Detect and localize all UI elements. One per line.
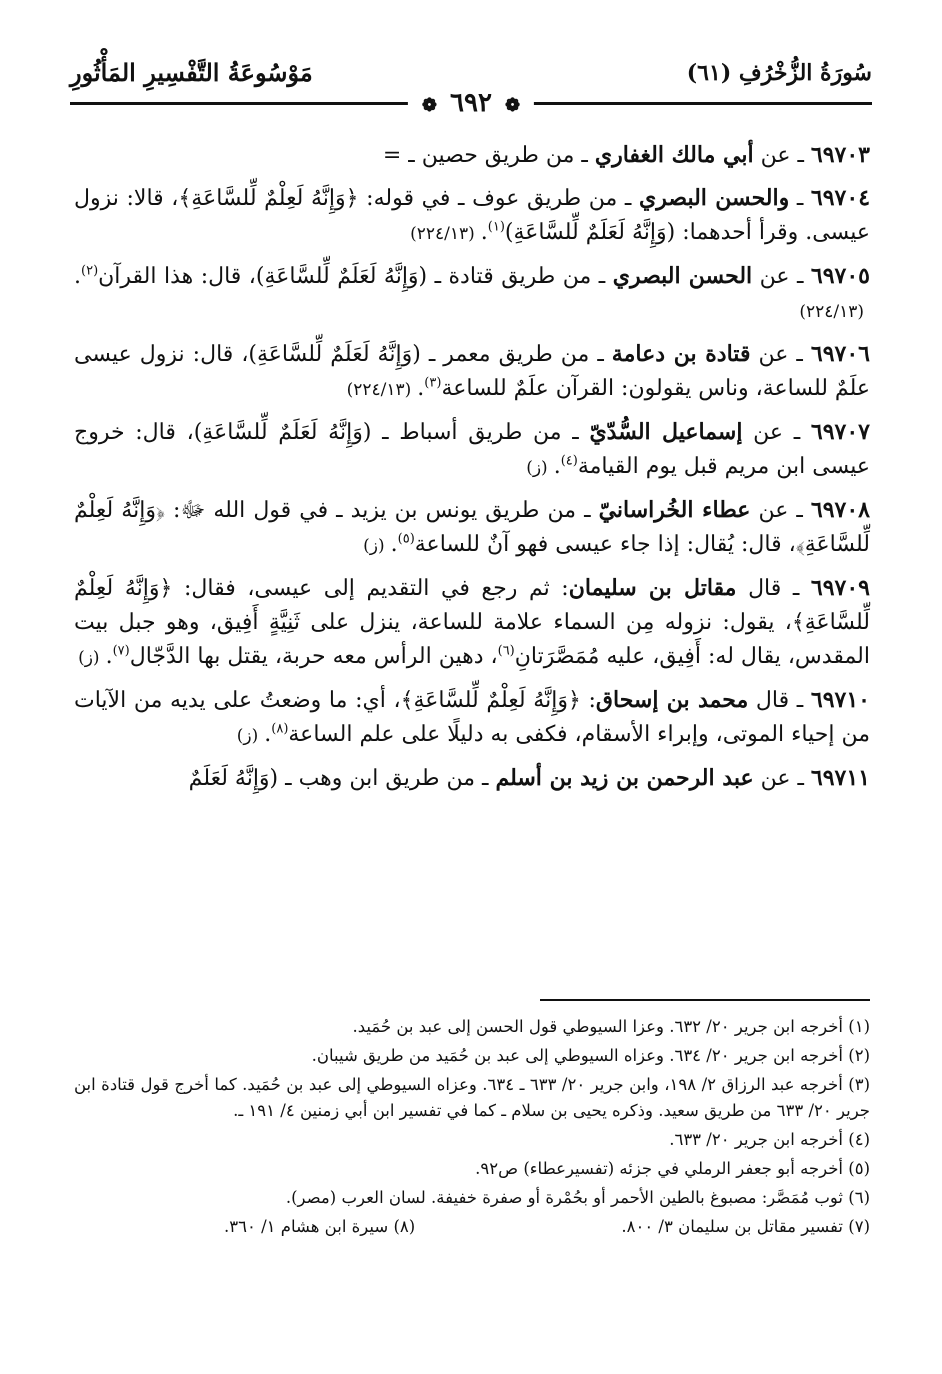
- entry-text: ـ من طريق عوف ـ في قوله: ﴿وَإِنَّهُ لَعِلْمٌ لِّلسَّاعَةِ﴾، قالا: نزول عيسى. وقرأ أحدهما: (وَإِنَّهُ لَعَلَمٌ لِّلسَّاعَةِ): [74, 186, 870, 245]
- entry-punct: .: [105, 644, 113, 669]
- footnote-row: [74, 1214, 870, 1240]
- entry-punct: .: [74, 264, 81, 289]
- narrator-name: إسماعيل السُّدّيّ: [589, 419, 743, 445]
- narrator-name: الحسن البصري: [612, 263, 753, 289]
- hadith-entry: [74, 493, 870, 563]
- entry-number: ٦٩٧١١: [810, 765, 870, 791]
- entry-text: : ﴿وَإِنَّهُ لَعِلْمٌ لِّلسَّاعَةِ﴾، أي: ما وضعتُ على يديه من الآيات من إحياء الموتى، وإبراء الأسقام، فكفى به دليلًا على علم الساعة: [74, 688, 870, 747]
- entry-text: ـ من طريق حصين ـ =: [382, 143, 595, 168]
- hadith-entry: [74, 571, 870, 675]
- entry-separator: ـ قال: [736, 576, 811, 601]
- source-reference: (٢٢٤/١٣): [799, 302, 864, 322]
- footnote-marker: (٧): [112, 643, 130, 659]
- hadith-entry: [74, 415, 870, 485]
- footnote-marker: (٦): [497, 643, 515, 659]
- source-reference: (ز): [236, 726, 259, 746]
- source-reference: (ز): [526, 458, 548, 478]
- footnote: (٢) أخرجه ابن جرير ٢٠/ ٦٣٤. وعزاه السيوطي إلى عبد بن حُمَيد من طريق شيبان.: [311, 1046, 870, 1065]
- footnote: (١) أخرجه ابن جرير ٢٠/ ٦٣٢. وعزا السيوطي قول الحسن إلى عبد بن حُمَيد.: [352, 1017, 870, 1036]
- entry-number: ٦٩٧٠٤: [810, 185, 871, 211]
- entry-text: ـ من طريق ابن وهب ـ (وَإِنَّهُ لَعَلَمٌ: [188, 766, 496, 791]
- entry-number: ٦٩٧٠٥: [810, 263, 870, 289]
- footnote-marker: (٢): [81, 263, 99, 279]
- entry-separator: ـ عن: [753, 766, 811, 791]
- footnote-rule: [540, 999, 870, 1001]
- footnote-marker: (٨): [271, 721, 289, 737]
- footnote: (٧) تفسير مقاتل بن سليمان ٣/ ٨٠٠.: [621, 1217, 870, 1236]
- footnote-marker: (١): [487, 219, 505, 235]
- source-reference: (٢٢٤/١٣): [346, 380, 412, 400]
- entry-separator: ـ: [789, 186, 811, 211]
- source-reference: (٢٢٤/١٣): [410, 224, 475, 244]
- entry-number: ٦٩٧٠٦: [810, 341, 870, 367]
- entry-separator: ـ عن: [750, 342, 811, 367]
- source-reference: (ز): [78, 648, 100, 668]
- entry-text: : ثم رجع في التقديم إلى عيسى، فقال: ﴿وَإِنَّهُ لَعِلْمٌ لِّلسَّاعَةِ﴾، يقول: نزوله مِن السماء علامة للساعة، ينزل على ثَنِيَّةٍ أَفِيق، وهو جبل بيت المقدس، يقال له: أَفِيق، عليه مُمَصَّرَتانِ: [74, 576, 870, 669]
- narrator-name: قتادة بن دعامة: [611, 341, 751, 367]
- page-header: [70, 58, 872, 118]
- hadith-entry: [74, 337, 870, 407]
- entry-separator: ـ عن: [753, 143, 811, 168]
- ornament-icon: ❁: [505, 95, 521, 116]
- source-reference: (ز): [363, 536, 385, 556]
- entry-text: ـ من طريق معمر ـ (وَإِنَّهُ لَعَلَمٌ لِّلسَّاعَةِ)، قال: نزول عيسى علَمٌ للساعة، وناس يقولون: القرآن علَمٌ للساعة: [74, 342, 870, 401]
- footnote: (٨) سيرة ابن هشام ١/ ٣٦٠.: [224, 1217, 416, 1236]
- entry-number: ٦٩٧٠٣: [810, 142, 870, 168]
- hadith-entry: [74, 259, 870, 329]
- footnote-marker: (٥): [397, 531, 415, 547]
- narrator-name: مقاتل بن سليمان: [568, 575, 737, 601]
- narrator-name: محمد بن إسحاق: [595, 687, 749, 713]
- entry-separator: ـ عن: [752, 264, 811, 289]
- entry-separator: ـ عن: [742, 420, 811, 445]
- footnote: (٦) ثوب مُمَصَّر: مصبوغ بالطين الأحمر أو بحُمْرة أو صفرة خفيفة. لسان العرب (مصر).: [285, 1188, 870, 1207]
- entry-text: ـ من طريق يونس بن يزيد ـ في قول الله ﷻ: ﴿وَإِنَّهُ لَعِلْمٌ لِّلسَّاعَةِ﴾، قال: يُقال: إذا جاء عيسى فهو آنٌ للساعة: [74, 498, 870, 557]
- footnote: (٣) أخرجه عبد الرزاق ٢/ ١٩٨، وابن جرير ٢٠/ ٦٣٣ ـ ٦٣٤. وعزاه السيوطي إلى عبد بن حُمَيد. كما أخرج قول قتادة ابن جرير ٢٠/ ٦٣٣ من طريق سعيد. وذكره يحيى بن سلام ـ كما في تفسير ابن أبي زمنين ٤/ ١٩١ ـ.: [74, 1075, 871, 1120]
- narrator-name: عبد الرحمن بن زيد بن أسلم: [495, 765, 754, 791]
- footnotes: [74, 1014, 870, 1240]
- entry-number: ٦٩٧٠٨: [810, 497, 870, 523]
- entry-number: ٦٩٧١٠: [810, 687, 870, 713]
- narrator-name: عطاء الخُراسانيّ: [598, 497, 751, 523]
- ornament-icon: ❁: [421, 95, 437, 116]
- entry-text: ـ من طريق قتادة ـ (وَإِنَّهُ لَعَلَمٌ لِّلسَّاعَةِ)، قال: هذا القرآن: [98, 264, 613, 289]
- footnote-marker: (٤): [560, 453, 578, 469]
- entry-punct: .: [264, 722, 272, 747]
- hadith-entry: [74, 138, 870, 173]
- entry-punct: .: [417, 376, 425, 401]
- entry-punct: .: [390, 532, 398, 557]
- footnote: (٤) أخرجه ابن جرير ٢٠/ ٦٣٣.: [669, 1130, 870, 1149]
- page-number-box: [408, 88, 534, 118]
- book-title: مَوْسُوعَةُ التَّفْسِيرِ المَأْثُورِ: [70, 58, 313, 87]
- footnote: (٥) أخرجه أبو جعفر الرملي في جزئه (تفسيرعطاء) ص٩٢.: [475, 1159, 870, 1178]
- surah-title: سُورَةُ الزُّخْرُفِ (٦١): [686, 60, 872, 86]
- footnote-marker: (٣): [424, 375, 442, 391]
- narrator-name: والحسن البصري: [639, 185, 790, 211]
- hadith-entry: [74, 181, 870, 251]
- entry-separator: ـ قال: [748, 688, 811, 713]
- entry-text: ـ من طريق أسباط ـ (وَإِنَّهُ لَعَلَمٌ لِّلسَّاعَةِ)، قال: خروج عيسى ابن مريم قبل يوم القيامة: [74, 420, 870, 479]
- hadith-entry: [74, 683, 870, 753]
- entry-text: ، دهين الرأس معه حربة، يقتل بها الدَّجّال: [129, 644, 498, 669]
- entry-punct: .: [480, 220, 488, 245]
- hadith-entry: [74, 761, 870, 796]
- entry-number: ٦٩٧٠٧: [810, 419, 870, 445]
- entry-number: ٦٩٧٠٩: [810, 575, 870, 601]
- main-text: [74, 138, 870, 804]
- entry-separator: ـ عن: [750, 498, 811, 523]
- page-number: ٦٩٢: [450, 88, 492, 118]
- entry-punct: .: [553, 454, 561, 479]
- narrator-name: أبي مالك الغفاري: [594, 142, 754, 168]
